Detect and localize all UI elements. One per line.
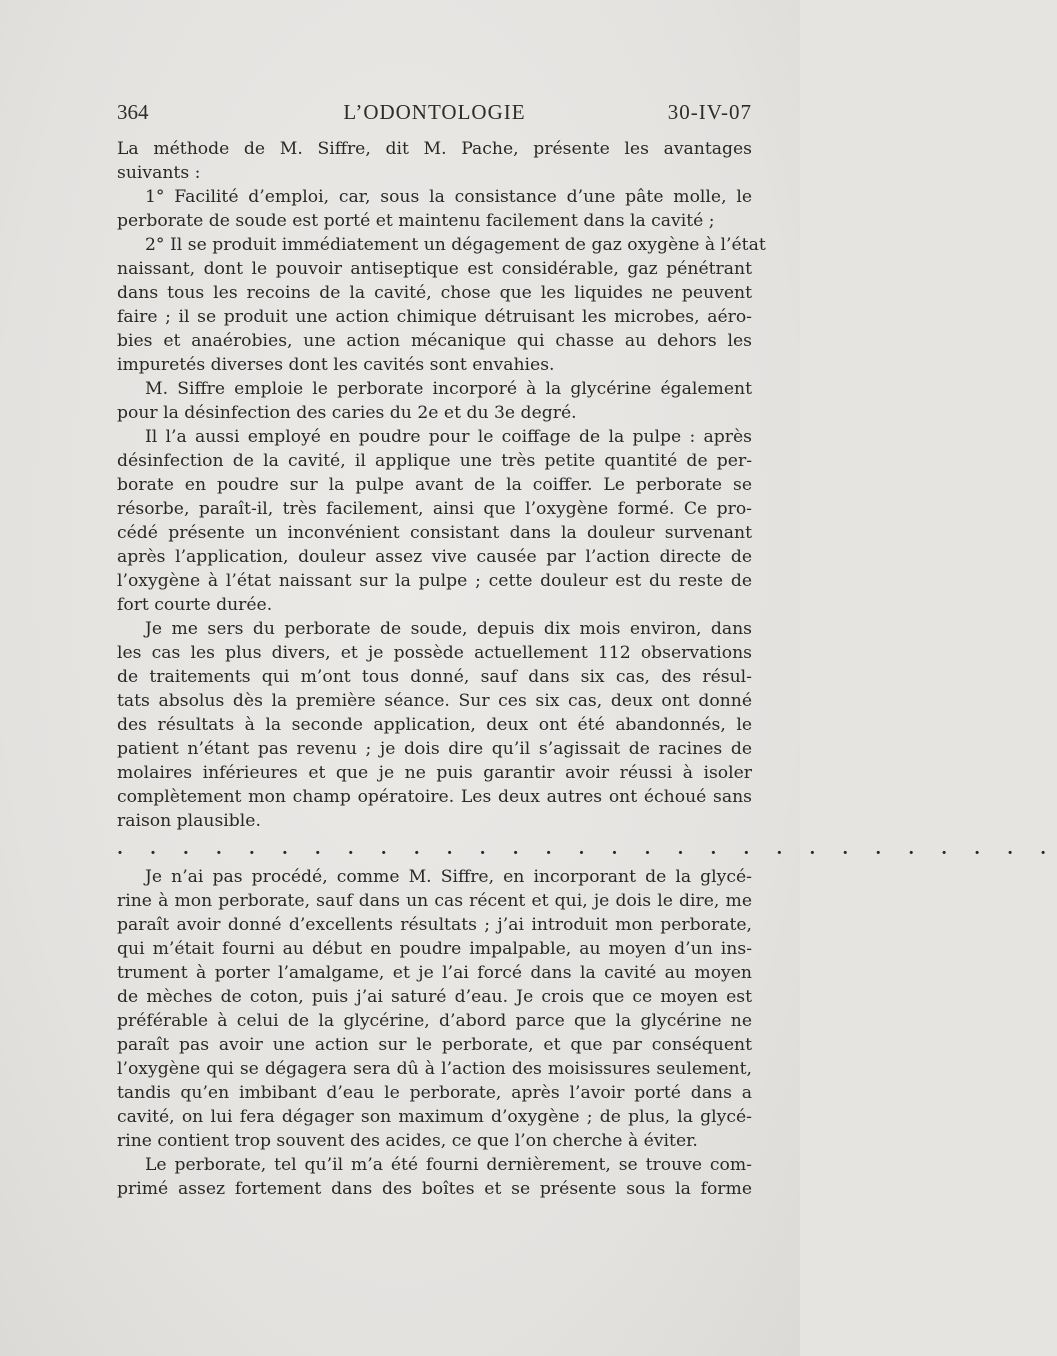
- body-text: [117, 137, 1057, 1201]
- text-line: trument à porter l’amalgame, et je l’ai forcé dans la cavité au moyen: [117, 963, 752, 983]
- text-line: 1° Facilité d’emploi, car, sous la consistance d’une pâte molle, le: [145, 187, 752, 207]
- text-line: impuretés diverses dont les cavités sont envahies.: [117, 355, 555, 375]
- text-line: paraît pas avoir une action sur le perborate, et que par conséquent: [117, 1035, 752, 1055]
- text-line: préférable à celui de la glycérine, d’abord parce que la glycérine ne: [117, 1011, 752, 1031]
- text-line: 2° Il se produit immédiatement un dégagement de gaz oxygène à l’état: [145, 235, 766, 255]
- text-line: La méthode de M. Siffre, dit M. Pache, présente les avantages: [117, 139, 752, 159]
- text-line: primé assez fortement dans des boîtes et se présente sous la forme: [117, 1179, 752, 1199]
- page-number: 364: [117, 100, 149, 124]
- text-line: désinfection de la cavité, il applique une très petite quantité de per-: [117, 451, 752, 471]
- text-line: patient n’étant pas revenu ; je dois dire qu’il s’agissait de racines de: [117, 739, 752, 759]
- running-title: L’ODONTOLOGIE: [343, 100, 526, 124]
- text-line: raison plausible.: [117, 811, 261, 831]
- text-line: rine contient trop souvent des acides, ce que l’on cherche à éviter.: [117, 1131, 698, 1151]
- text-line: cédé présente un inconvénient consistant dans la douleur survenant: [117, 523, 752, 543]
- text-line: résorbe, paraît-il, très facilement, ainsi que l’oxygène formé. Ce pro-: [117, 499, 752, 519]
- page-header: [117, 100, 752, 130]
- text-line: paraît avoir donné d’excellents résultats ; j’ai introduit mon perborate,: [117, 915, 752, 935]
- text-line: après l’application, douleur assez vive causée par l’action directe de: [117, 547, 752, 567]
- text-line: suivants :: [117, 163, 201, 183]
- text-line: tandis qu’en imbibant d’eau le perborate, après l’avoir porté dans a: [117, 1083, 752, 1103]
- text-line: bies et anaérobies, une action mécanique qui chasse au dehors les: [117, 331, 752, 351]
- text-line: naissant, dont le pouvoir antiseptique est considérable, gaz pénétrant: [117, 259, 752, 279]
- text-line: qui m’était fourni au début en poudre impalpable, au moyen d’un ins-: [117, 939, 752, 959]
- text-line: de traitements qui m’ont tous donné, sauf dans six cas, des résul-: [117, 667, 752, 687]
- text-line: l’oxygène à l’état naissant sur la pulpe ; cette douleur est du reste de: [117, 571, 752, 591]
- text-line: les cas les plus divers, et je possède actuellement 112 observations: [117, 643, 752, 663]
- text-line: Je n’ai pas procédé, comme M. Siffre, en incorporant de la glycé-: [145, 867, 752, 887]
- text-line: Le perborate, tel qu’il m’a été fourni dernièrement, se trouve com-: [145, 1155, 752, 1175]
- text-line: complètement mon champ opératoire. Les deux autres ont échoué sans: [117, 787, 752, 807]
- ellipsis-separator: . . . . . . . . . . . . . . . . . . . . . . . . . . . . .: [117, 839, 1057, 859]
- text-line: faire ; il se produit une action chimique détruisant les microbes, aéro-: [117, 307, 752, 327]
- text-line: de mèches de coton, puis j’ai saturé d’eau. Je crois que ce moyen est: [117, 987, 752, 1007]
- text-line: pour la désinfection des caries du 2e et du 3e degré.: [117, 403, 577, 423]
- issue-date: 30-IV-07: [667, 100, 752, 124]
- text-line: borate en poudre sur la pulpe avant de la coiffer. Le perborate se: [117, 475, 752, 495]
- text-line: fort courte durée.: [117, 595, 273, 615]
- text-line: perborate de soude est porté et maintenu facilement dans la cavité ;: [117, 211, 715, 231]
- text-line: Je me sers du perborate de soude, depuis dix mois environ, dans: [145, 619, 752, 639]
- text-line: molaires inférieures et que je ne puis garantir avoir réussi à isoler: [117, 763, 752, 783]
- text-line: dans tous les recoins de la cavité, chose que les liquides ne peuvent: [117, 283, 752, 303]
- text-line: des résultats à la seconde application, deux ont été abandonnés, le: [117, 715, 752, 735]
- text-line: M. Siffre emploie le perborate incorporé à la glycérine également: [145, 379, 752, 399]
- text-line: Il l’a aussi employé en poudre pour le coiffage de la pulpe : après: [145, 427, 752, 447]
- text-line: cavité, on lui fera dégager son maximum d’oxygène ; de plus, la glycé-: [117, 1107, 752, 1127]
- text-line: l’oxygène qui se dégagera sera dû à l’action des moisissures seulement,: [117, 1059, 752, 1079]
- text-line: rine à mon perborate, sauf dans un cas récent et qui, je dois le dire, me: [117, 891, 752, 911]
- text-line: tats absolus dès la première séance. Sur ces six cas, deux ont donné: [117, 691, 752, 711]
